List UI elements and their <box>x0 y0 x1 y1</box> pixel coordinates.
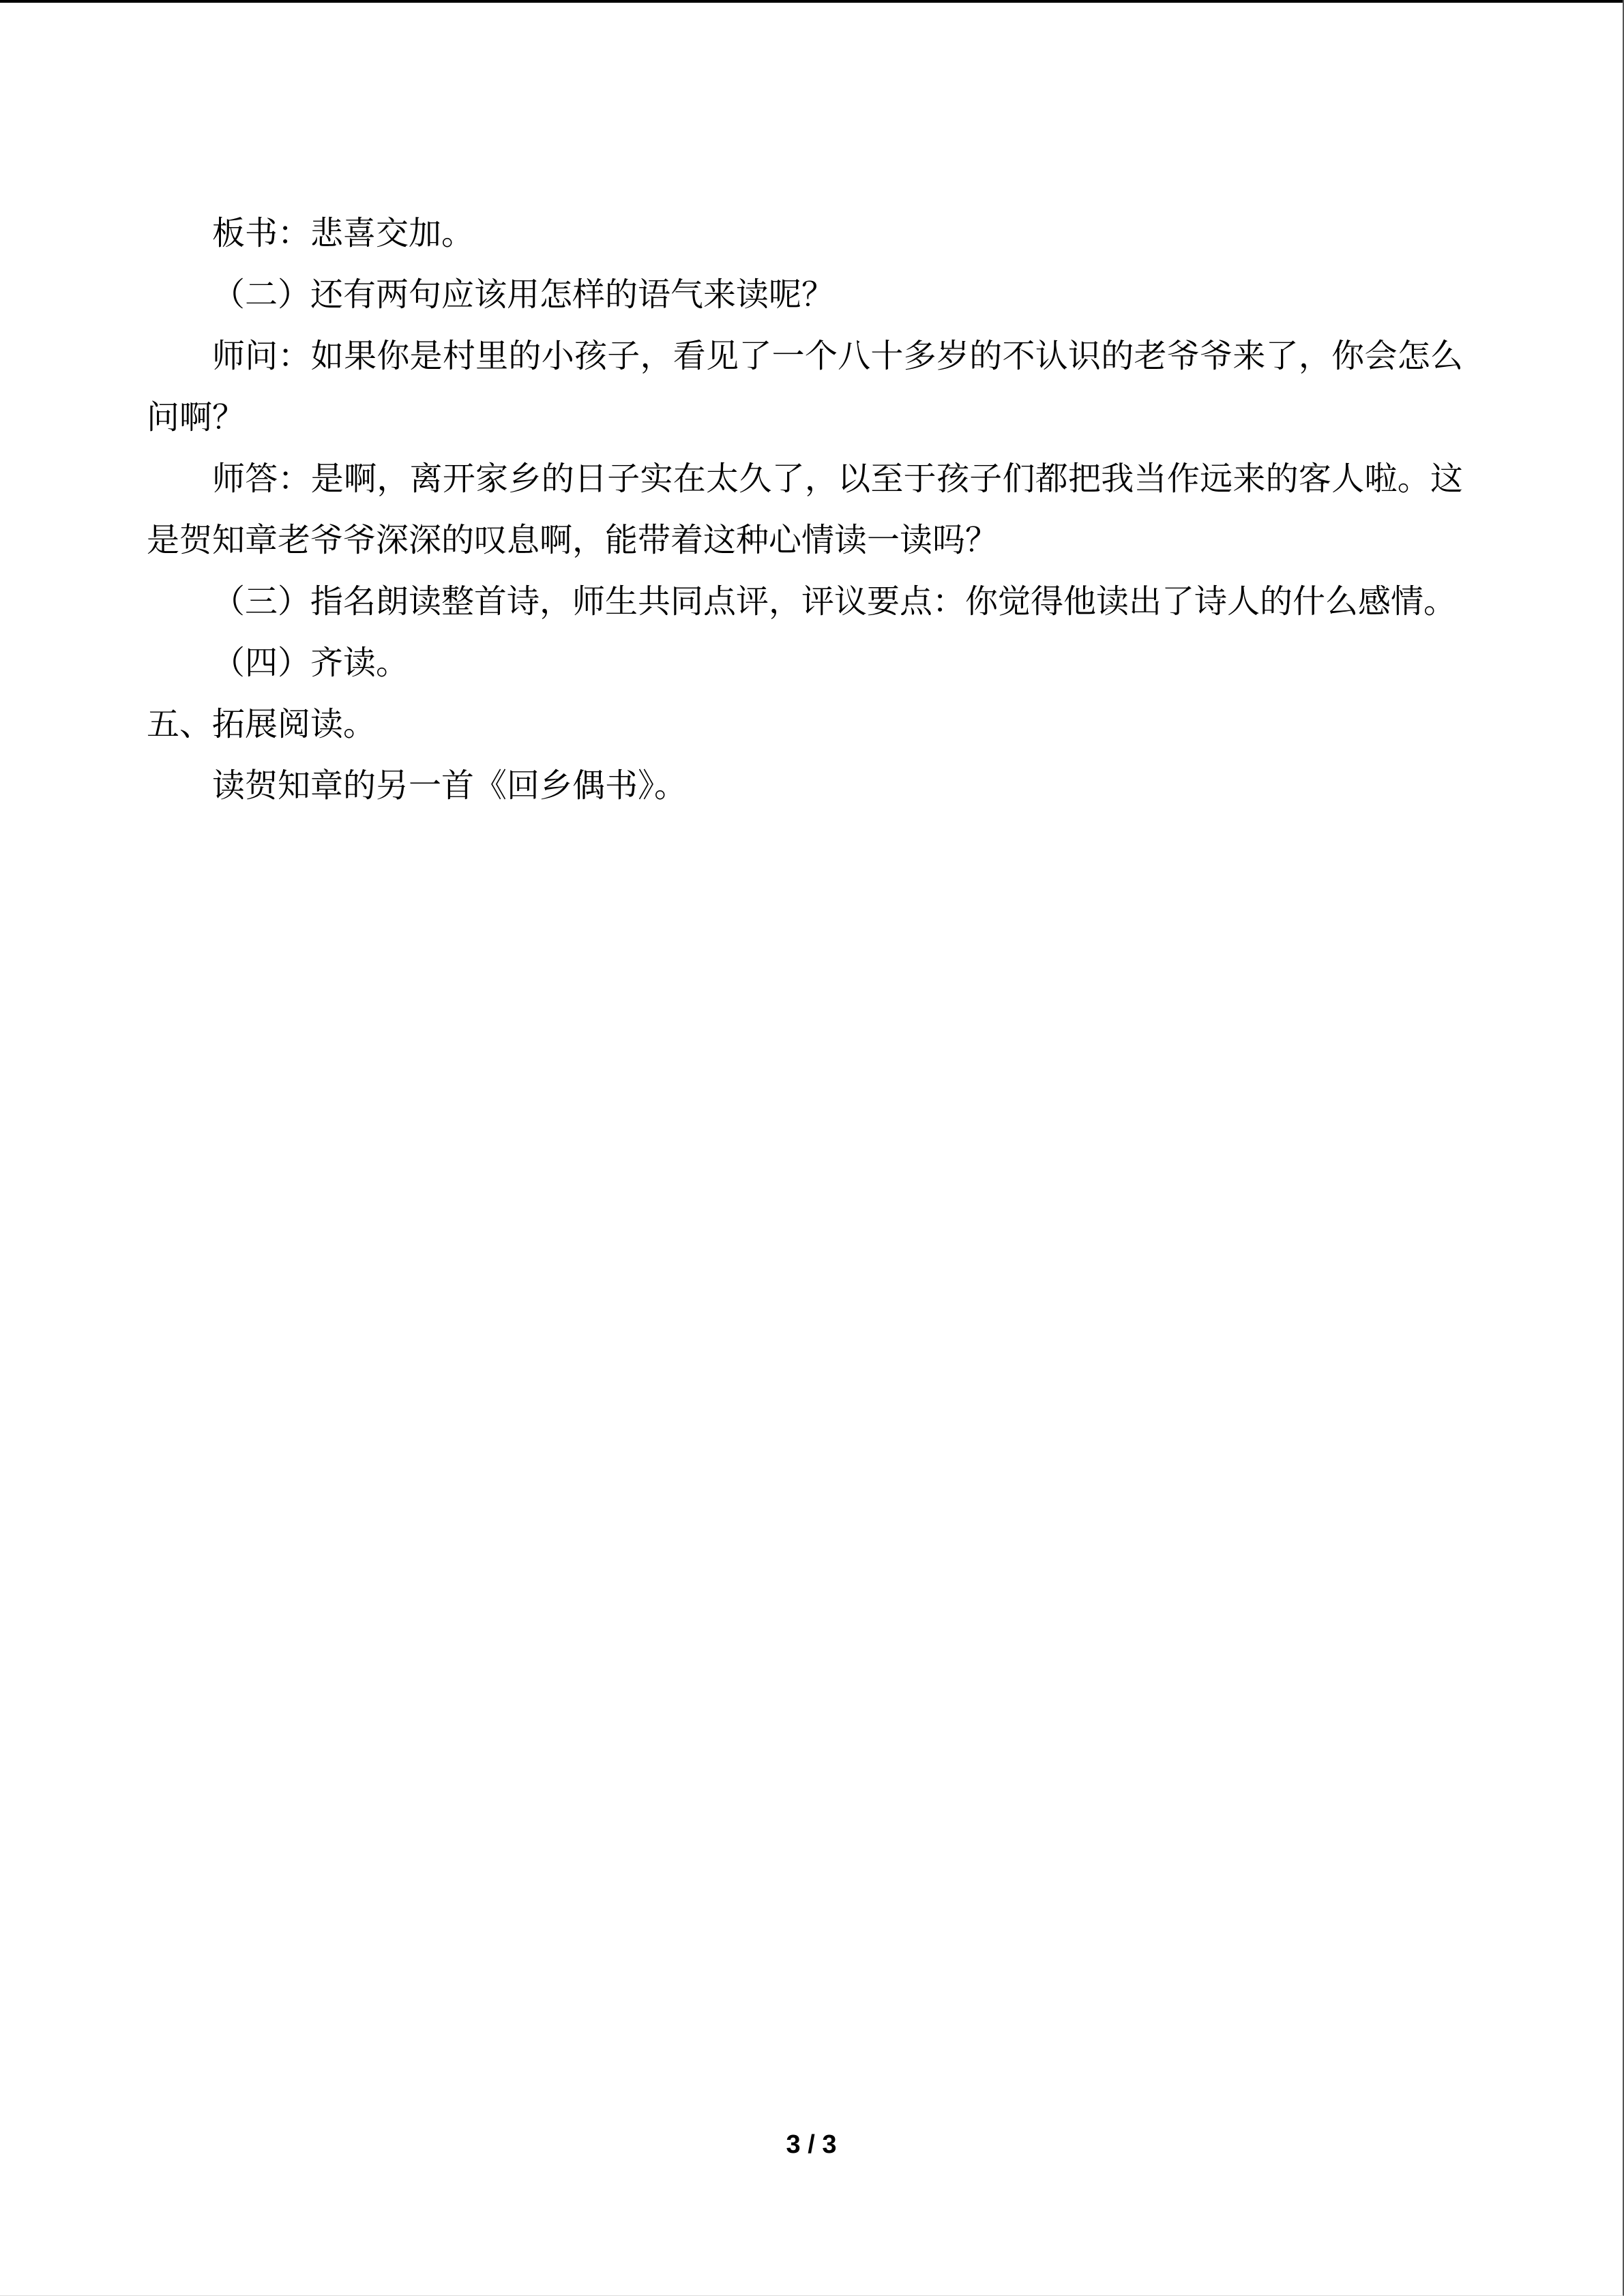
page-top-border <box>0 0 1623 3</box>
paragraph: 五、拓展阅读。 <box>147 706 377 743</box>
document-body <box>147 203 1463 817</box>
paragraph: 师问：如果你是村里的小孩子，看见了一个八十多岁的不认识的老爷爷来了，你会怎么问啊？ <box>147 338 1463 436</box>
paragraph: （四）齐读。 <box>212 645 409 681</box>
paragraph: （三）指名朗读整首诗，师生共同点评，评议要点：你觉得他读出了诗人的什么感情。 <box>212 584 1457 620</box>
paragraph: （二）还有两句应该用怎样的语气来读呢？ <box>212 277 835 313</box>
paragraph: 读贺知章的另一首《回乡偶书》。 <box>212 768 688 804</box>
paragraph: 板书：悲喜交加。 <box>212 215 475 252</box>
page-number-indicator: 3 / 3 <box>786 2130 837 2159</box>
paragraph: 师答：是啊，离开家乡的日子实在太久了，以至于孩子们都把我当作远来的客人啦。这是贺知章老爷爷深深的叹息啊，能带着这种心情读一读吗？ <box>147 461 1463 558</box>
